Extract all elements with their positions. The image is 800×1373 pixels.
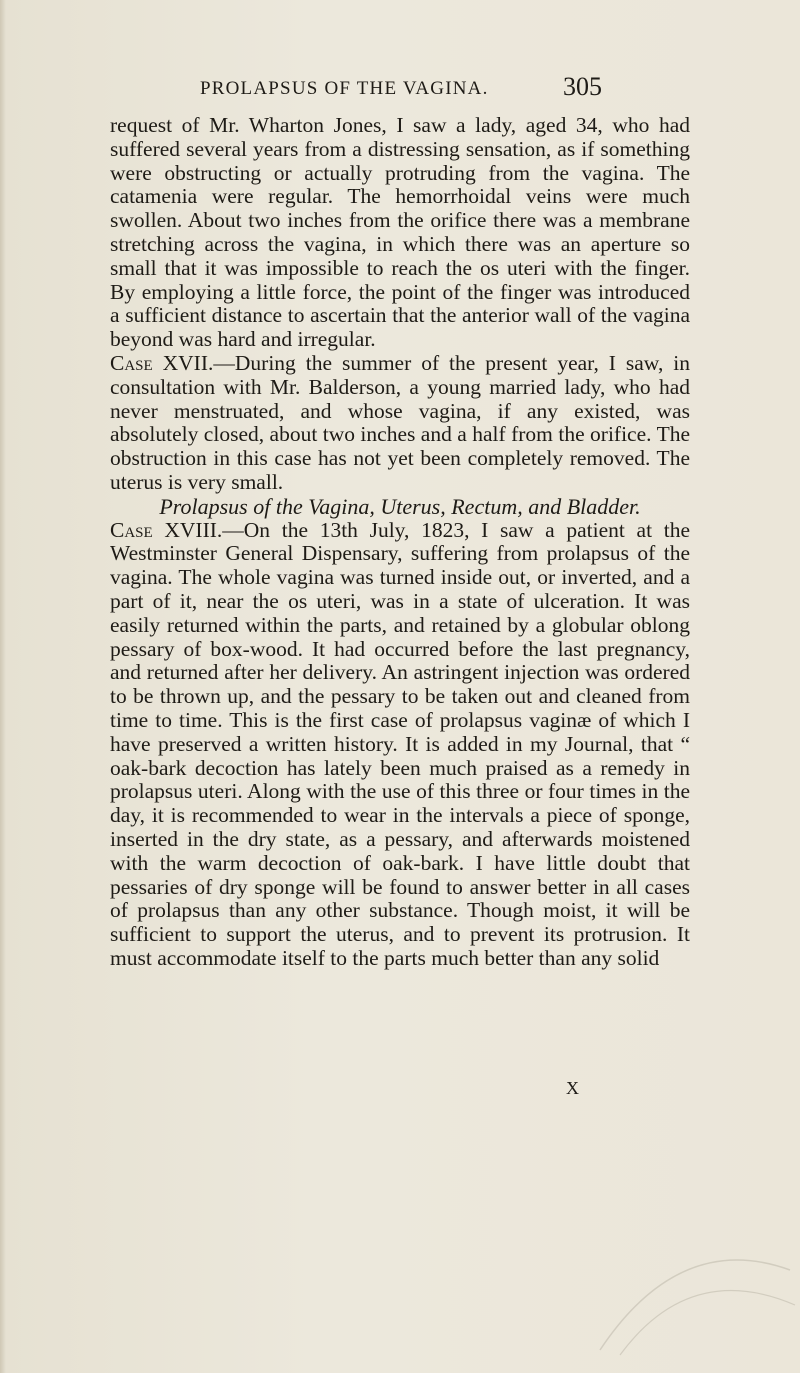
page-edge-shadow bbox=[0, 0, 6, 1373]
body-text bbox=[110, 114, 690, 971]
paragraph-case-17 bbox=[110, 352, 690, 495]
case-text: —On the 13th July, 1823, I saw a patient at the Westminster General Dispensary, suffering from prolapsus of the vagina. The whole vagina was turned inside out, or inverted, and a part of it, near the os uteri, was in a state of ulceration. It was easily returned within the parts, and retained by a globular oblong pessary of box-wood. It had occurred before the last pregnancy, and returned after her delivery. An astringent injection was ordered to be thrown up, and the pessary to be taken out and cleaned from time to time. This is the first case of prolapsus vaginæ of which I have preserved a written history. It is added in my Journal, that “ oak-bark decoction has lately been much praised as a remedy in prolapsus uteri. Along with the use of this three or four times in the day, it is recommended to wear in the intervals a piece of sponge, inserted in the dry state, as a pessary, and afterwards moistened with the warm decoction of oak-bark. I have little doubt that pessaries of dry sponge will be found to answer better in all cases of prolapsus than any other substance. Though moist, it will be sufficient to support the uterus, and to prevent its protrusion. It must accommodate itself to the parts much better than any solid bbox=[110, 517, 691, 970]
signature-mark: X bbox=[566, 1078, 579, 1098]
case-label: Case XVII. bbox=[110, 350, 214, 375]
paragraph-case-18 bbox=[110, 519, 690, 971]
case-text: —During the summer of the present year, I saw, in consultation with Mr. Balderson, a young married lady, who had never menstruated, and whose vagina, if any existed, was absolutely closed, about two inches and a half from the orifice. The obstruction in this case has not yet been completely removed. The uterus is very small. bbox=[110, 350, 690, 494]
running-title: PROLAPSUS OF THE VAGINA. bbox=[200, 78, 489, 99]
page-number: 305 bbox=[563, 72, 602, 101]
case-label: Case XVIII. bbox=[110, 517, 223, 542]
running-header bbox=[0, 72, 800, 108]
section-heading: Prolapsus of the Vagina, Uterus, Rectum, and Bladder. bbox=[159, 493, 641, 519]
paragraph-1: request of Mr. Wharton Jones, I saw a lady, aged 34, who had suffered several years from a distressing sensation, as if something were obstructing or actually protruding from the vagina. The catamenia were regular. The hemorrhoidal veins were much swollen. About two inches from the orifice there was a membrane stretching across the vagina, in which there was an aperture so small that it was impossible to reach the os uteri with the finger. By employing a little force, the point of the finger was introduced a sufficient distance to ascertain that the anterior wall of the vagina beyond was hard and irregular. bbox=[110, 113, 690, 352]
bleed-through-stamp bbox=[560, 1210, 800, 1360]
